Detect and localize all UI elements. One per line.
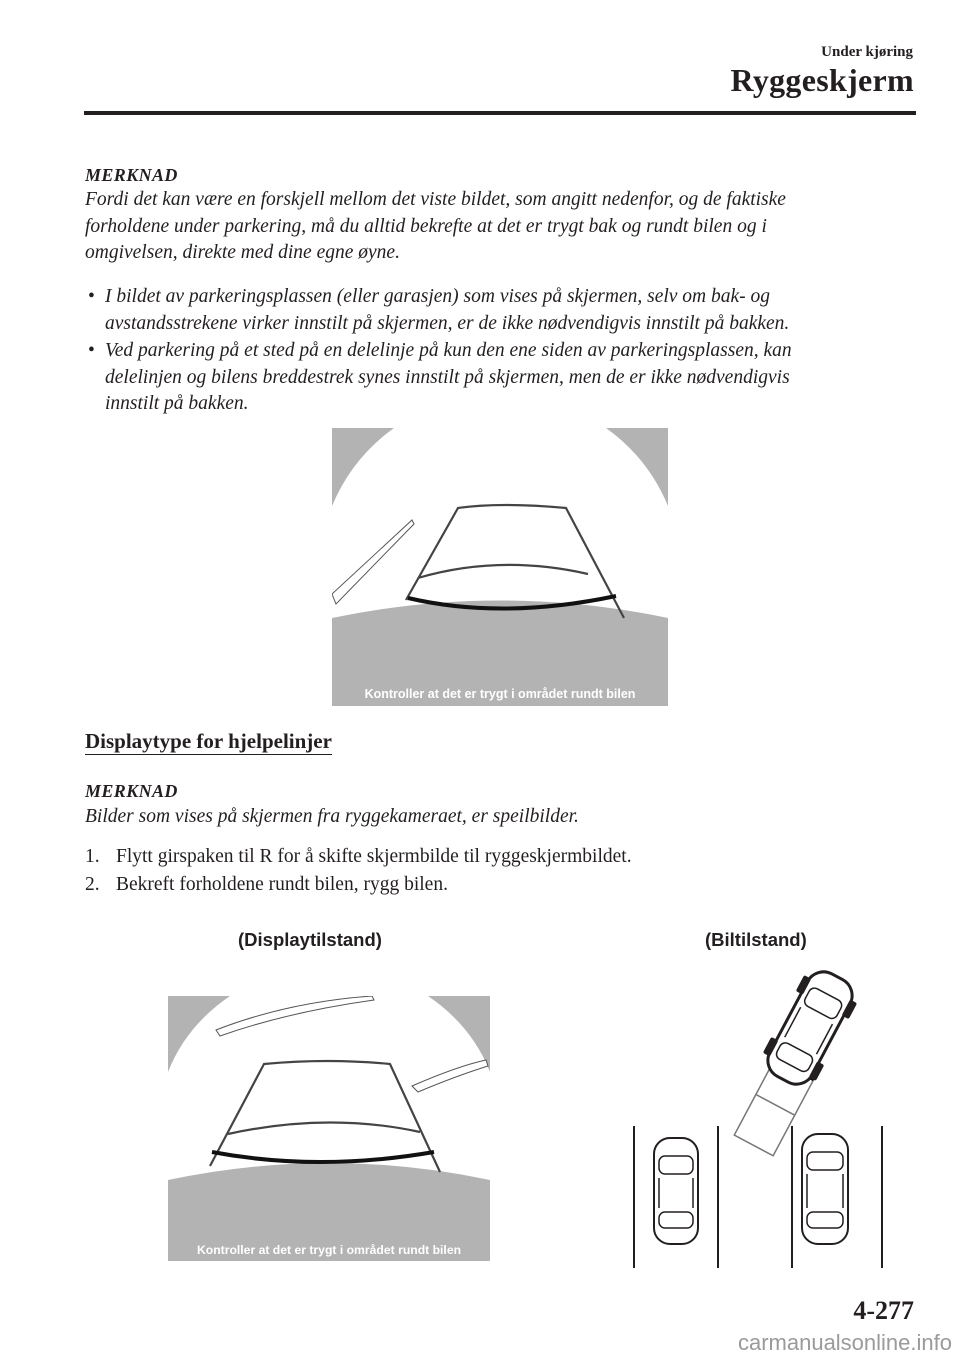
note-bullet — [85, 284, 915, 337]
bullet-mark: • — [88, 340, 95, 361]
parked-car-right — [802, 1134, 848, 1244]
note-heading: MERKNAD — [85, 781, 178, 801]
step-text: Flytt girspaken til R for å skifte skjermbilde til ryggeskjermbildet. — [116, 846, 632, 867]
note-bullet — [85, 338, 915, 418]
watermark: carmanualsonline.info — [737, 1330, 952, 1355]
step-item — [85, 872, 448, 898]
vehicle-state-label: (Biltilstand) — [705, 929, 807, 950]
step-text: Bekreft forholdene rundt bilen, rygg bilen. — [116, 874, 448, 895]
note-heading: MERKNAD — [85, 165, 178, 185]
parked-car-left — [654, 1138, 698, 1244]
reversing-car — [756, 966, 863, 1093]
screen-caption: Kontroller at det er trygt i området rundt bilen — [364, 687, 636, 701]
note-line: omgivelsen, direkte med dine egne øyne. — [85, 242, 400, 263]
bullet-mark: • — [88, 286, 95, 307]
bullet-line: delelinjen og bilens breddestrek synes innstilt på skjermen, men de er ikke nødvendigvis — [105, 366, 790, 388]
display-state-figure — [168, 996, 490, 1261]
page-title: Ryggeskjerm — [730, 62, 914, 98]
header-rule — [84, 111, 916, 115]
step-number: 1. — [85, 846, 100, 867]
note-paragraph: Bilder som vises på skjermen fra ryggekameraet, er speilbilder. — [85, 806, 579, 827]
display-state-label: (Displaytilstand) — [238, 929, 382, 950]
step-number: 2. — [85, 874, 100, 895]
screen-caption: Kontroller at det er trygt i området rundt bilen — [196, 1243, 462, 1257]
bullet-line: innstilt på bakken. — [105, 393, 249, 414]
section-name: Under kjøring — [821, 44, 913, 60]
note-line: Fordi det kan være en forskjell mellom det viste bildet, som angitt nedenfor, og de faktiske — [85, 189, 786, 210]
note-paragraph — [85, 187, 915, 267]
bullet-line: Ved parkering på et sted på en delelinje på kun den ene siden av parkeringsplassen, kan — [105, 340, 792, 361]
page-number: 4-277 — [853, 1296, 914, 1325]
section-heading: Displaytype for hjelpelinjer — [85, 729, 332, 753]
note-line: forholdene under parkering, må du alltid bekrefte at det er trygt bak og rundt bilen og i — [85, 215, 767, 237]
rear-camera-screen-figure — [332, 428, 668, 706]
bullet-line: avstandsstrekene virker innstilt på skjermen, er de ikke nødvendigvis innstilt på bakken. — [105, 312, 790, 334]
bullet-line: I bildet av parkeringsplassen (eller garasjen) som vises på skjermen, selv om bak- og — [105, 286, 771, 307]
step-item — [85, 844, 632, 870]
vehicle-state-figure — [630, 966, 890, 1272]
